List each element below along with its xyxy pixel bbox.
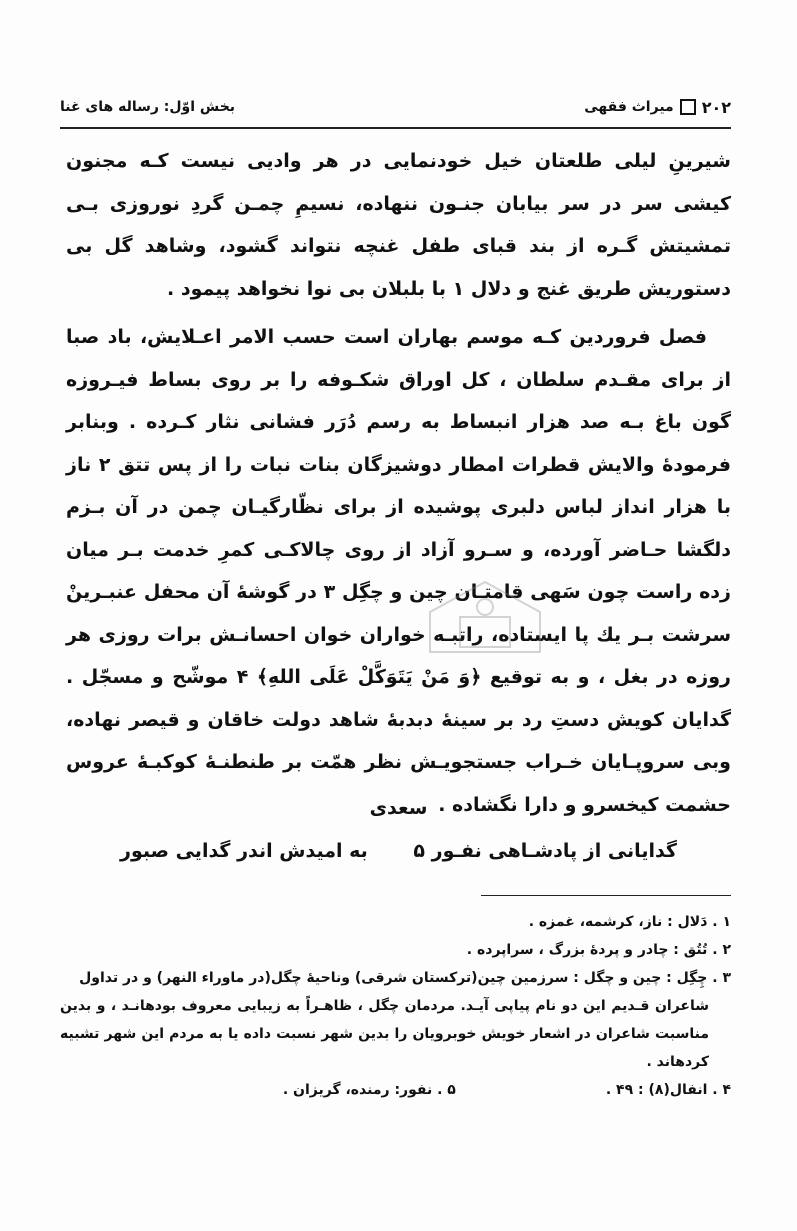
book-title: میراث فقهی <box>584 99 674 115</box>
header-right <box>584 98 731 117</box>
footnote-3-continuation: شاعران قـدیم این دو نام پیاپی آیـد. مردمان چگل ، ظاهـراً به زیبایی معروف بودهانـد ، و بدین مناسبت شاعران در اشعار خویش خوبرویان را بدین شهر نسبت داده یا به مردم این شهر تشبیه کردهاند . <box>60 998 709 1070</box>
header-divider <box>60 127 731 129</box>
square-marker-icon <box>680 99 696 115</box>
footnotes <box>60 908 731 1104</box>
poem-verse <box>120 840 677 862</box>
library-stamp-icon <box>420 572 550 662</box>
page-header <box>60 92 731 122</box>
footnote-5: ۵ . نفور: رمنده، گریزان . <box>282 1082 456 1098</box>
paragraph-1: شیرینِ لیلی طلعتان خیل خودنمایی در هر وادیی نیست کـه مجنون کیشی سر در سر بیابان جنـون ننهاده، نسیمِ چمـن گردِ نوروزی بـی تمشیتش گـره از بند قبای طفل غنچه نتواند گشود، وشاهد گل بی دستوریش طریق غنج و دلال ۱ با بلبلان بی نوا نخواهد پیمود . <box>66 150 731 300</box>
footnote-1: ۱ . دَلال : ناز، کرشمه، غمزه . <box>528 914 731 930</box>
poet-name: سعدی <box>369 797 428 819</box>
page-number: ۲۰۲ <box>701 97 731 117</box>
section-title: بخش اوّل: رساله های غنا <box>60 99 236 115</box>
footnote-4: ۴ . انفال(۸) : ۴۹ . <box>605 1082 731 1098</box>
footnote-2: ۲ . تُتُق : چادر و پردهٔ بزرگ ، سراپرده . <box>466 942 731 958</box>
footnote-divider <box>481 895 731 896</box>
footnote-3: ۳ . چِگِل : چین و چگل : سرزمین چین(ترکستان شرقی) وناحیهٔ چگل(در ماوراء النهر) و در تداول <box>79 970 731 986</box>
paragraph-2: فصل فروردین کـه موسم بهاران است حسب الامر اعـلایش، باد صبا از برای مقـدم سلطان ، کل اوراق شکـوفه را بر روی بساط فیـروزه گون باغ بـه صد هزار انبساط به رسم دُرَر فشانی نثار کـرده . وبنابر فرمودهٔ والایش قطرات امطار دوشیزگان بنات نبات را از پس تتق ۲ ناز با هزار انداز لباس دلبری پوشیده از برای نظّارگیـان چمن در آن بـزم دلگشا حـاضر آورده، و سـرو آزاد از روی چالاکـی کمرِ خدمت بـر میان زده راست چون سَهی قامتـان چین و چگِل ۳ در گوشهٔ آن محفل عنبـرینْ سرشت بـر یك پا ایستاده، راتبـه خواران خوان احسانـش برات روزی هر روزه در بغل ، و به توقیع ﴿وَ مَنْ یَتَوَکَّلْ عَلَی اللهِ﴾ ۴ موشّح و مسجّل . گدایان کویش دستِ رد بر سینهٔ دبدبهٔ شاهد دولت خاقان و قیصر نهاده، وبی سروپـایان خـراب جستجویـش نظر همّت بر طنطنـهٔ کوکبـهٔ عروس حشمت کیخسرو و دارا نگشاده . <box>66 326 731 816</box>
footnote-row <box>60 1076 731 1104</box>
verse-hemistich-1: گدایانی از پادشـاهی نفـور ۵ <box>413 840 677 862</box>
verse-hemistich-2: به امیدش اندر گدایی صبور <box>120 840 368 862</box>
main-text <box>66 140 731 832</box>
